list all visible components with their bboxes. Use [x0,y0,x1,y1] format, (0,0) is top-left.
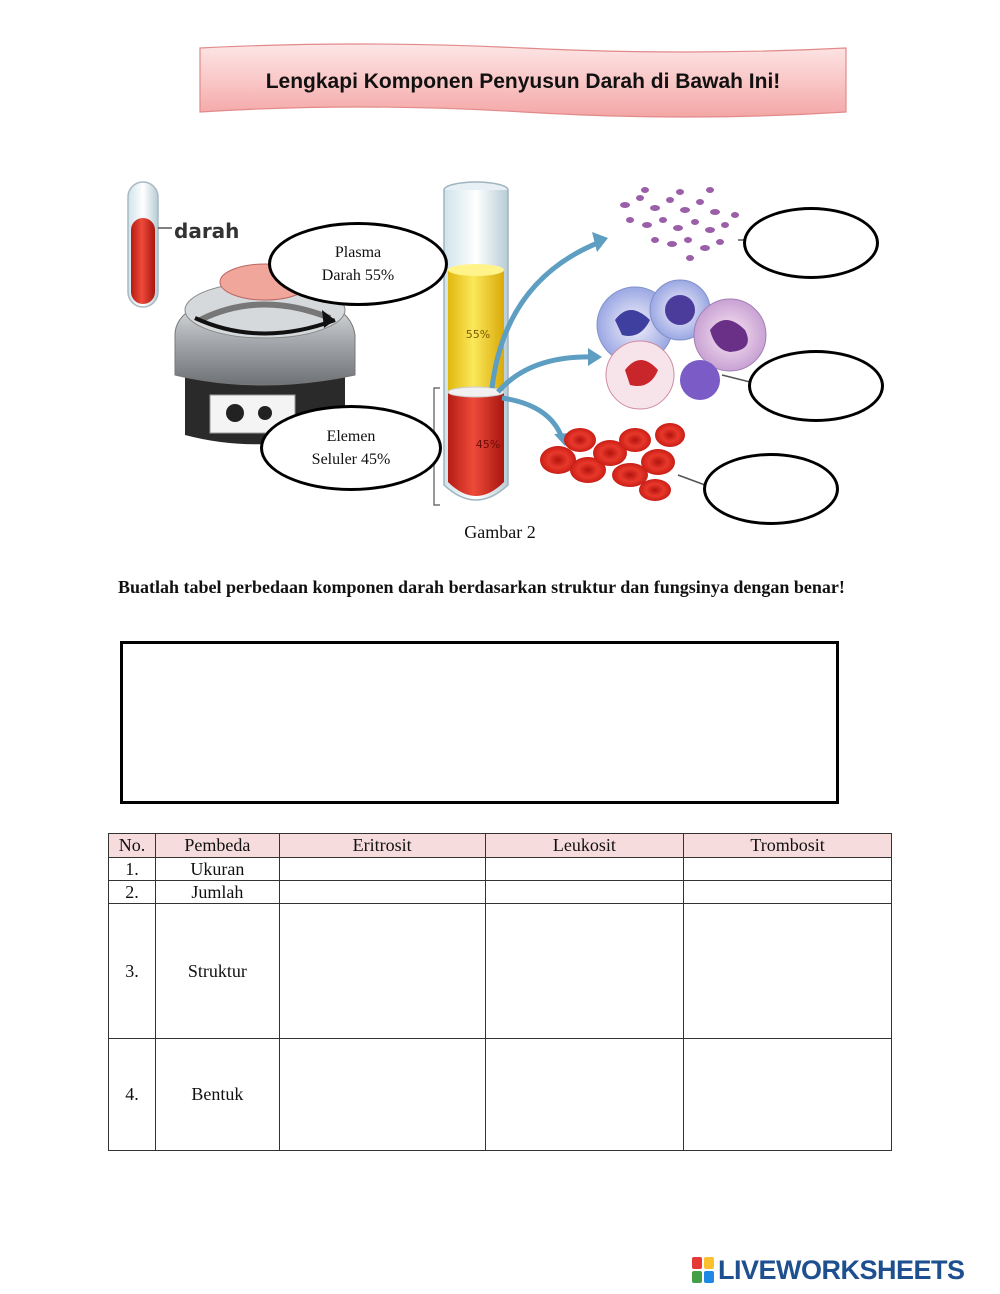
plasma-label-oval [268,222,448,306]
row-number: 3. [109,904,156,1039]
instruction-text: Buatlah tabel perbedaan komponen darah berdasarkan struktur dan fungsinya dengan benar! [118,577,845,597]
eritrosit-jumlah-cell[interactable] [279,881,485,904]
row-label: Ukuran [155,858,279,881]
figure-caption: Gambar 2 [464,522,536,542]
trombosit-struktur-cell[interactable] [684,904,892,1039]
trombosit-ukuran-cell[interactable] [684,858,892,881]
table-row [109,1039,892,1151]
leukosit-jumlah-cell[interactable] [485,881,684,904]
row-number: 4. [109,1039,156,1151]
cellular-label-oval [260,405,442,491]
cellular-label-line1: Elemen [326,428,376,445]
leader-line [678,475,705,485]
plasma-label-line2: Darah 55% [321,267,395,284]
arrow-head [588,348,602,366]
platelets-cluster [620,187,739,261]
title-banner [198,42,848,122]
tube-label: darah [174,219,240,243]
small-blood-tube [128,182,172,307]
leukosit-ukuran-cell[interactable] [485,858,684,881]
liveworksheets-logo [692,1253,965,1287]
cellular-percent: 45% [475,438,501,451]
row-label: Struktur [155,904,279,1039]
white-blood-cells [597,280,766,409]
header-eritrosit: Eritrosit [279,834,485,858]
table-row [109,858,892,881]
answer-box[interactable] [120,641,839,804]
platelet-answer-field[interactable] [743,207,879,279]
plasma-label-line1: Plasma [334,244,382,261]
eritrosit-bentuk-cell[interactable] [279,1039,485,1151]
header-no: No. [109,834,156,858]
row-number: 1. [109,858,156,881]
separated-blood-tube [434,182,508,505]
row-label: Bentuk [155,1039,279,1151]
logo-text: LIVEWORKSHEETS [718,1254,965,1285]
table-row [109,904,892,1039]
leukosit-bentuk-cell[interactable] [485,1039,684,1151]
eritrosit-ukuran-cell[interactable] [279,858,485,881]
leader-line [722,375,750,382]
logo-icon [692,1257,714,1283]
cellular-label-line2: Seluler 45% [311,451,391,468]
trombosit-bentuk-cell[interactable] [684,1039,892,1151]
leukocyte-answer-field[interactable] [748,350,884,422]
header-leukosit: Leukosit [485,834,684,858]
plasma-percent: 55% [465,328,491,341]
row-label: Jumlah [155,881,279,904]
table-row [109,881,892,904]
blood-components-figure [110,170,900,530]
leukosit-struktur-cell[interactable] [485,904,684,1039]
header-pembeda: Pembeda [155,834,279,858]
table-header-row [109,834,892,858]
comparison-table [108,833,892,1151]
row-number: 2. [109,881,156,904]
header-trombosit: Trombosit [684,834,892,858]
erythrocyte-answer-field[interactable] [703,453,839,525]
page-title: Lengkapi Komponen Penyusun Darah di Bawah Ini! [265,70,781,93]
eritrosit-struktur-cell[interactable] [279,904,485,1039]
trombosit-jumlah-cell[interactable] [684,881,892,904]
